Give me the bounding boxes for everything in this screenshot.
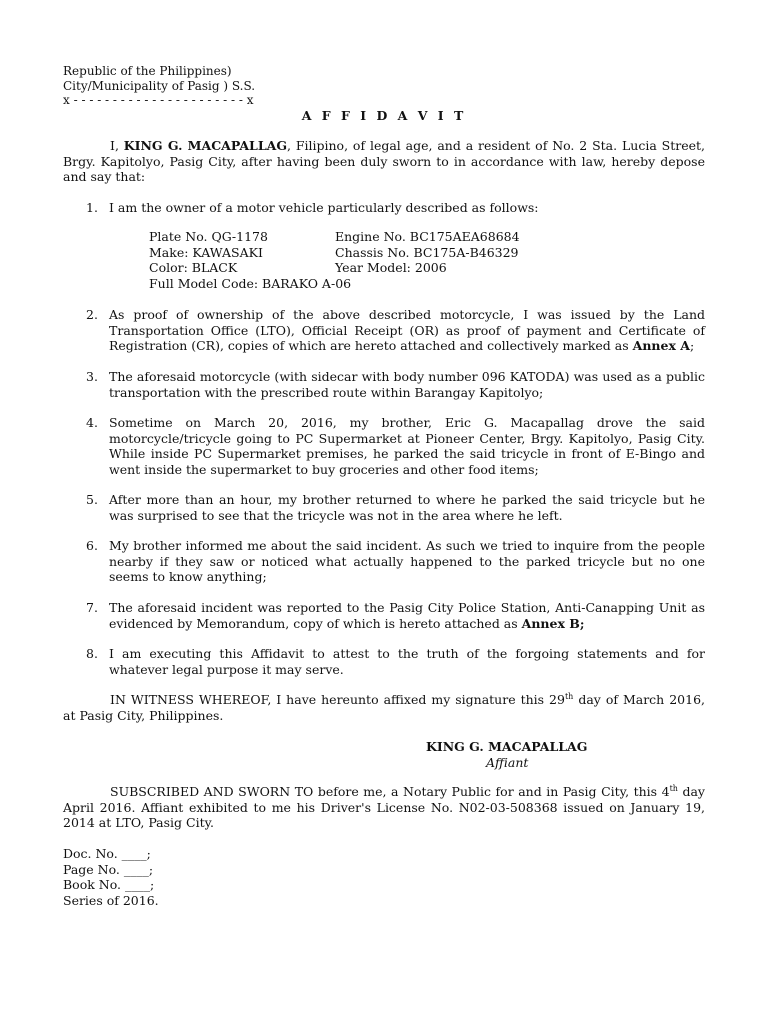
item-number: 6. xyxy=(86,538,98,553)
item-number: 4. xyxy=(86,415,98,430)
item-text-tail: ; xyxy=(689,338,695,353)
item-text: I am the owner of a motor vehicle particularly described as follows: xyxy=(109,200,539,215)
affiant-name: KING G. MACAPALLAG xyxy=(426,739,588,754)
intro-prefix: I, xyxy=(110,138,124,153)
item-number: 7. xyxy=(86,600,98,615)
jurat-text: SUBSCRIBED AND SWORN TO before me, a Notary Public for and in Pasig City, this 4 xyxy=(110,784,670,799)
chassis-number: Chassis No. BC175A-B46329 xyxy=(335,244,519,260)
witness-text-end: day of March 2016, at Pasig City, Philippines. xyxy=(63,692,705,723)
page-number: Page No. ____; xyxy=(63,861,154,877)
ordinal-suffix: th xyxy=(564,691,574,701)
annex-b-label: Annex B; xyxy=(521,615,585,631)
item-text xyxy=(109,307,705,354)
affiant-name-inline: KING G. MACAPALLAG xyxy=(123,138,287,153)
intro-paragraph xyxy=(63,138,705,185)
plate-number: Plate No. QG-1178 xyxy=(149,229,268,244)
engine-number: Engine No. BC175AEA68684 xyxy=(335,229,520,244)
item-text: The aforesaid motorcycle (with sidecar with body number 096 KATODA) was used as a public transportation with the prescribed route within Barangay Kapitolyo; xyxy=(109,369,705,400)
jurat-paragraph xyxy=(63,784,705,831)
series-year: Series of 2016. xyxy=(63,892,159,908)
notarial-register xyxy=(63,846,159,908)
vehicle-make: Make: KAWASAKI xyxy=(149,244,263,260)
item-text xyxy=(109,600,705,631)
witness-text: IN WITNESS WHEREOF, I have hereunto affixed my signature this 29 xyxy=(110,692,565,707)
item-text: After more than an hour, my brother returned to where he parked the said tricycle but he was surprised to see that the tricycle was not in the area where he left. xyxy=(109,492,705,523)
item-text: I am executing this Affidavit to attest to the truth of the forgoing statements and for whatever legal purpose it may serve. xyxy=(109,646,705,677)
item-text-body: The aforesaid incident was reported to the Pasig City Police Station, Anti-Canapping Unit as evidenced by Memorandum, copy of which is hereto attached as xyxy=(109,600,705,631)
annex-a-label: Annex A xyxy=(632,338,690,353)
jurat-text-end: day April 2016. Affiant exhibited to me his Driver's License No. N02-03-508368 issued on January 19, 2014 at LTO, Pasig City. xyxy=(63,784,705,830)
ordinal-suffix: th xyxy=(669,783,678,793)
document-title: A F F I D A V I T xyxy=(301,108,467,123)
item-text: My brother informed me about the said incident. As such we tried to inquire from the people nearby if they saw or noticed what actually happened to the parked tricycle but no one seems to know anything; xyxy=(109,538,705,584)
book-number: Book No. ____; xyxy=(63,877,155,892)
vehicle-color: Color: BLACK xyxy=(149,260,238,275)
item-number: 8. xyxy=(86,646,98,661)
intro-rest: , Filipino, of legal age, and a resident of No. 2 Sta. Lucia Street, Brgy. Kapitolyo, Pasig City, after having been duly sworn to in accordance with law, hereby depose and say that: xyxy=(63,138,706,184)
affiant-role: Affiant xyxy=(486,755,529,770)
model-code: Full Model Code: BARAKO A-06 xyxy=(149,275,352,291)
witness-paragraph xyxy=(63,692,705,723)
item-number: 3. xyxy=(86,369,98,384)
item-number: 1. xyxy=(86,200,98,215)
caption-city: City/Municipality of Pasig ) S.S. xyxy=(63,79,256,93)
caption-separator: x - - - - - - - - - - - - - - - - - - - - - - x xyxy=(63,93,254,107)
item-text: Sometime on March 20, 2016, my brother, Eric G. Macapallag drove the said motorcycle/tricycle going to PC Supermarket at Pioneer Center, Brgy. Kapitolyo, Pasig City. While inside PC Supermarket premises, he parked the said tricycle in front of E-Bingo and went inside the supermarket to buy groceries and other food items; xyxy=(109,415,705,477)
doc-number: Doc. No. ____; xyxy=(63,846,151,861)
item-number: 2. xyxy=(86,307,98,322)
year-model: Year Model: 2006 xyxy=(335,260,447,275)
caption-republic: Republic of the Philippines) xyxy=(63,64,232,78)
item-number: 5. xyxy=(86,492,98,507)
item-text-body: As proof of ownership of the above described motorcycle, I was issued by the Land Transportation Office (LTO), Official Receipt (OR) as proof of payment and Certificate of Registration (CR), copies of which are hereto attached and collectively marked as xyxy=(109,307,705,353)
